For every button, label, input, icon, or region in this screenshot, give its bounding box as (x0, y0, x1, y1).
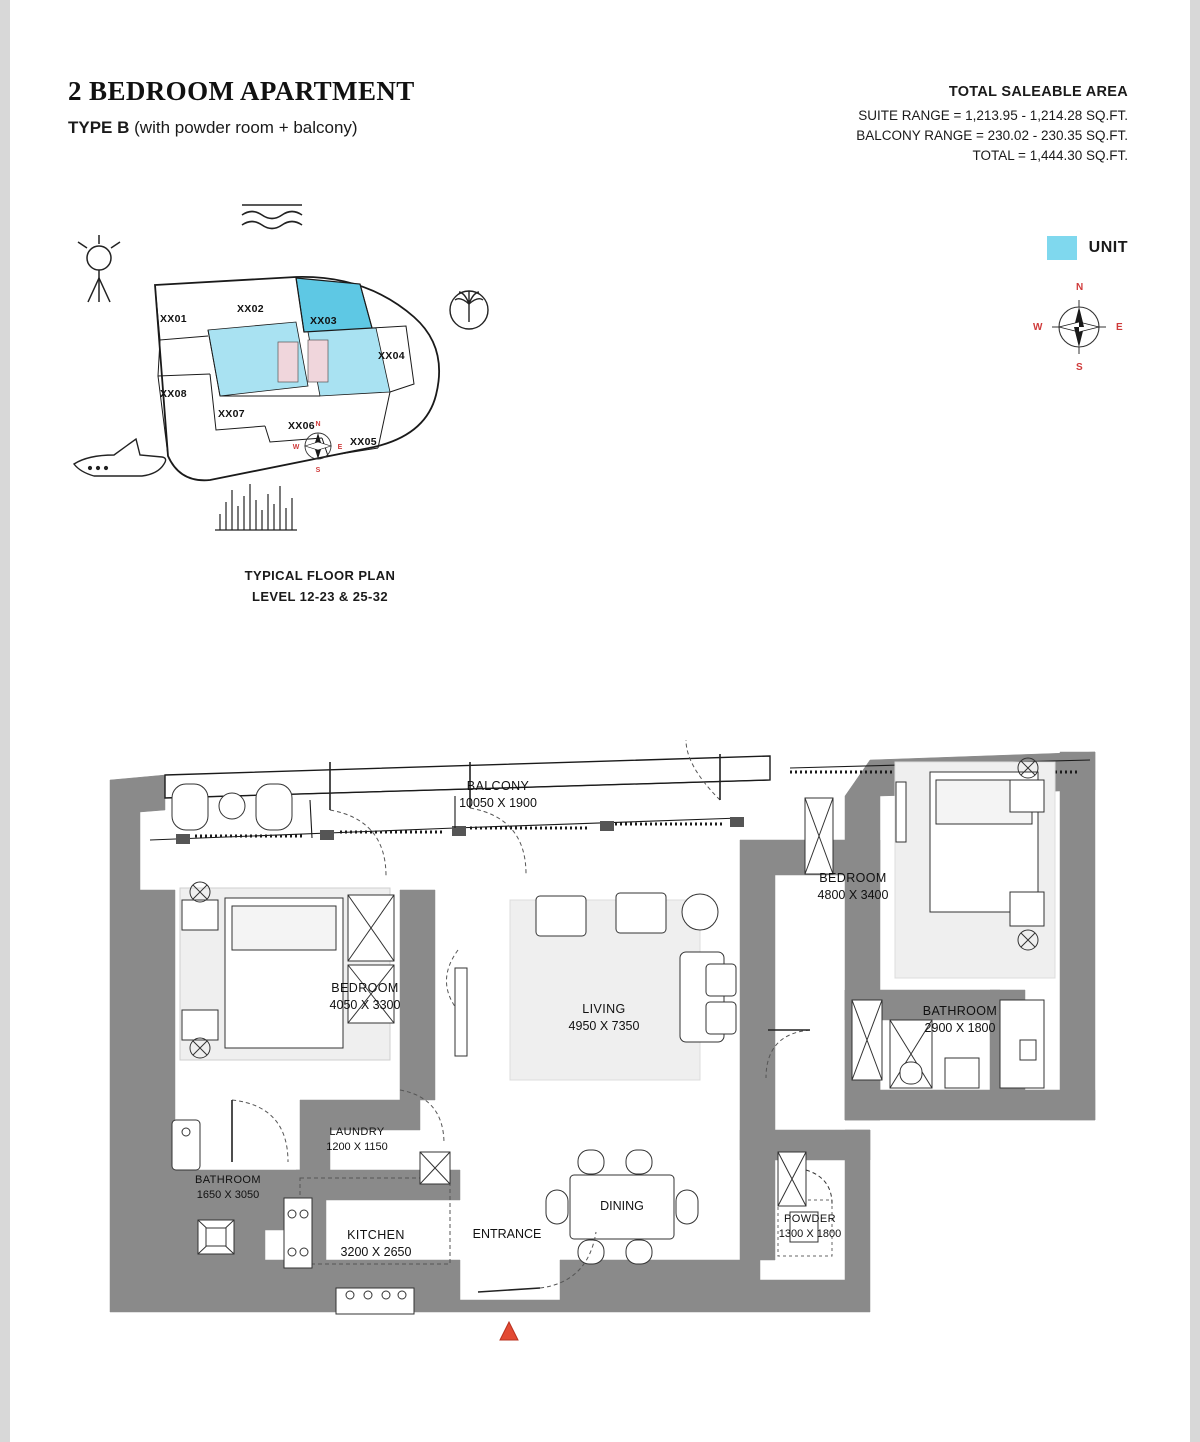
keyplan-caption-line1: TYPICAL FLOOR PLAN (244, 568, 396, 583)
keyplan-unit-xx02[interactable]: XX02 (237, 303, 264, 315)
keyplan-caption-line2: LEVEL 12-23 & 25-32 (252, 589, 388, 604)
page-title: 2 BEDROOM APARTMENT (68, 76, 415, 106)
svg-text:S: S (315, 467, 321, 474)
room-label-entrance: ENTRANCE (472, 1227, 542, 1241)
legend (1047, 236, 1128, 260)
area-heading: TOTAL SALEABLE AREA (948, 84, 1128, 100)
entrance-marker-icon (500, 1322, 518, 1340)
room-label-laundry: LAUNDRY 1200 X 1150 (326, 1126, 388, 1153)
legend-unit-label: UNIT (1088, 239, 1128, 256)
room-label-powder: POWDER 1300 X 1800 (778, 1213, 842, 1240)
total-saleable-area-block (856, 82, 1128, 166)
svg-text:E: E (337, 444, 343, 451)
boat-icon (74, 439, 166, 476)
compass-north-label: N (1076, 282, 1084, 293)
compass-east-label: E (1116, 322, 1123, 333)
keyplan-unit-xx01[interactable]: XX01 (160, 313, 187, 325)
tower-icon (78, 235, 120, 302)
living-furniture (455, 893, 736, 1080)
room-label-bathroom-right: BATHROOM 2900 X 1800 (922, 1004, 998, 1035)
legend-unit-swatch (1047, 236, 1077, 260)
keyplan-unit-xx04[interactable]: XX04 (378, 350, 405, 362)
key-plan-drawing (60, 180, 540, 610)
balcony-range-text: BALCONY RANGE = 230.02 - 230.35 SQ.FT. (856, 128, 1128, 143)
compass-west-label: W (1033, 322, 1043, 333)
room-label-living: LIVING 4950 X 7350 (568, 1002, 640, 1033)
room-label-bathroom-left: BATHROOM 1650 X 3050 (195, 1174, 261, 1201)
unit-floor-plan (0, 700, 1200, 1420)
compass-south-label: S (1076, 362, 1083, 373)
room-label-balcony: BALCONY 10050 X 1900 (459, 779, 537, 810)
suite-range-text: SUITE RANGE = 1,213.95 - 1,214.28 SQ.FT. (858, 108, 1128, 123)
room-label-kitchen: KITCHEN 3200 X 2650 (340, 1228, 412, 1259)
floor-plan-drawing (0, 700, 1200, 1420)
keyplan-unit-xx05[interactable]: XX05 (350, 436, 377, 448)
room-label-dining: DINING (600, 1199, 644, 1213)
svg-text:W: W (292, 444, 300, 451)
title-block (68, 76, 415, 138)
waves-icon (242, 205, 302, 229)
skyline-icon (215, 484, 297, 530)
keyplan-unit-xx06[interactable]: XX06 (288, 420, 315, 432)
keyplan-unit-xx07[interactable]: XX07 (218, 408, 245, 420)
room-label-bedroom-right: BEDROOM 4800 X 3400 (817, 871, 889, 902)
key-plan (60, 180, 540, 610)
total-area-text: TOTAL = 1,444.30 SQ.FT. (972, 148, 1128, 163)
compass-rose-main (1030, 278, 1128, 376)
keyplan-unit-xx08[interactable]: XX08 (160, 388, 187, 400)
unit-type-note: (with powder room + balcony) (134, 118, 358, 137)
room-label-bedroom-left: BEDROOM 4050 X 3300 (329, 981, 401, 1012)
keyplan-unit-xx03[interactable]: XX03 (310, 315, 337, 327)
bedroom-left-furniture (180, 882, 394, 1060)
keyplan-caption (180, 565, 460, 607)
svg-text:N: N (315, 421, 321, 428)
page-subtitle (68, 118, 415, 138)
palm-tree-icon (450, 291, 488, 329)
unit-type-label: TYPE B (68, 118, 130, 137)
